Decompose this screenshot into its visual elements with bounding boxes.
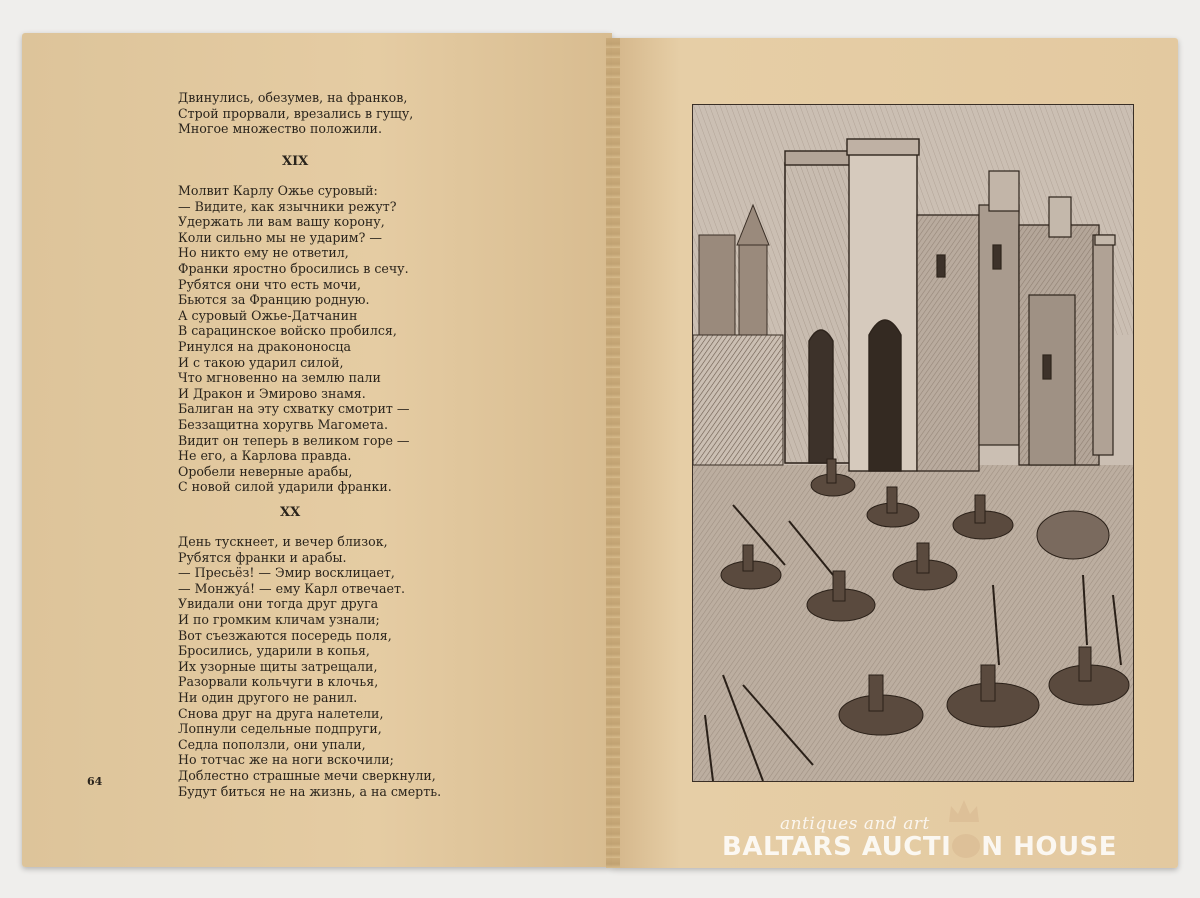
verse-line: Разорвали кольчуги в клочья, — [178, 674, 379, 690]
watermark-subtitle: antiques and art — [780, 814, 930, 834]
verse-line: Многое множество положили. — [178, 121, 382, 137]
verse-line: Молвит Карлу Ожье суровый: — [178, 183, 378, 198]
verse-line: А суровый Ожье-Датчанин — [178, 307, 358, 323]
verse-line: Коли сильно мы не ударим? — — [178, 229, 382, 245]
verse-line: Франки яростно бросились в сечу. — [178, 260, 409, 276]
verse-line: Оробели неверные арабы, — [178, 463, 353, 479]
verse-line: Снова друг на друга налетели, — [178, 705, 384, 721]
verse-line: Строй прорвали, врезались в гущу, — [178, 105, 414, 121]
verse-line: День тускнеет, и вечер близок, — [178, 534, 388, 549]
verse-line: Ни один другого не ранил. — [178, 689, 358, 705]
verse-line: Но никто ему не ответил, — [178, 245, 349, 261]
verse-line: — Монжуá! — ему Карл отвечает. — [178, 580, 405, 596]
verse-line: Видит он теперь в великом горе — — [178, 432, 410, 448]
verse-line: Удержать ли вам вашу корону, — [178, 214, 385, 230]
verse-line: Ринулся на дракононосца — [178, 338, 351, 354]
verse-line: Двинулись, обезумев, на франков, — [178, 90, 408, 105]
verse-line: В сарацинское войско пробился, — [178, 323, 397, 339]
verse-line: И Дракон и Эмирово знамя. — [178, 385, 366, 401]
verse-line: Доблестно страшные мечи сверкнули, — [178, 767, 436, 783]
section-heading-xix: XIX — [282, 154, 309, 169]
verse-line: Но тотчас же на ноги вскочили; — [178, 752, 394, 768]
verse-line: Бросились, ударили в копья, — [178, 643, 370, 659]
verse-line: Что мгновенно на землю пали — [178, 370, 381, 386]
verse-line: Рубятся они что есть мочи, — [178, 276, 362, 292]
verse-line: Их узорные щиты затрещали, — [178, 658, 378, 674]
verse-line: Будут биться не на жизнь, а на смерть. — [178, 783, 442, 799]
verse-line: Седла поползли, они упали, — [178, 736, 366, 752]
auction-watermark — [722, 812, 1122, 872]
watermark-title — [722, 832, 1117, 862]
verse-line: Беззащитна хоругвь Магомета. — [178, 416, 388, 432]
watermark-title-part1: BALTARS AUCTI — [722, 832, 952, 862]
verse-line: Вот съезжаются посередь поля, — [178, 627, 392, 643]
book-spine — [606, 38, 620, 868]
verse-line: С новой силой ударили франки. — [178, 479, 392, 495]
verse-line: — Видите, как язычники режут? — [178, 198, 397, 214]
page-number: 64 — [87, 775, 103, 788]
castle-battle-illustration — [692, 104, 1134, 782]
verse-line: Балиган на эту схватку смотрит — — [178, 401, 410, 417]
crown-icon — [947, 798, 981, 824]
section-heading-xx: XX — [280, 505, 301, 520]
watermark-o-badge — [952, 834, 980, 858]
section-xix-verse — [178, 183, 410, 495]
verse-line: Увидали они тогда друг друга — [178, 596, 379, 612]
section-xx-verse — [178, 534, 441, 799]
verse-line: И с такою ударил силой, — [178, 354, 344, 370]
verse-line: Бьются за Францию родную. — [178, 292, 370, 308]
verse-line: Рубятся франки и арабы. — [178, 549, 347, 565]
verse-line: — Пресьёз! — Эмир восклицает, — [178, 565, 395, 581]
verse-line: И по громким кличам узнали; — [178, 611, 380, 627]
verse-line: Лопнули седельные подпруги, — [178, 721, 382, 737]
watermark-title-part2: N HOUSE — [981, 832, 1118, 862]
intro-verse — [178, 90, 413, 137]
verse-line: Не его, а Карлова правда. — [178, 448, 352, 464]
